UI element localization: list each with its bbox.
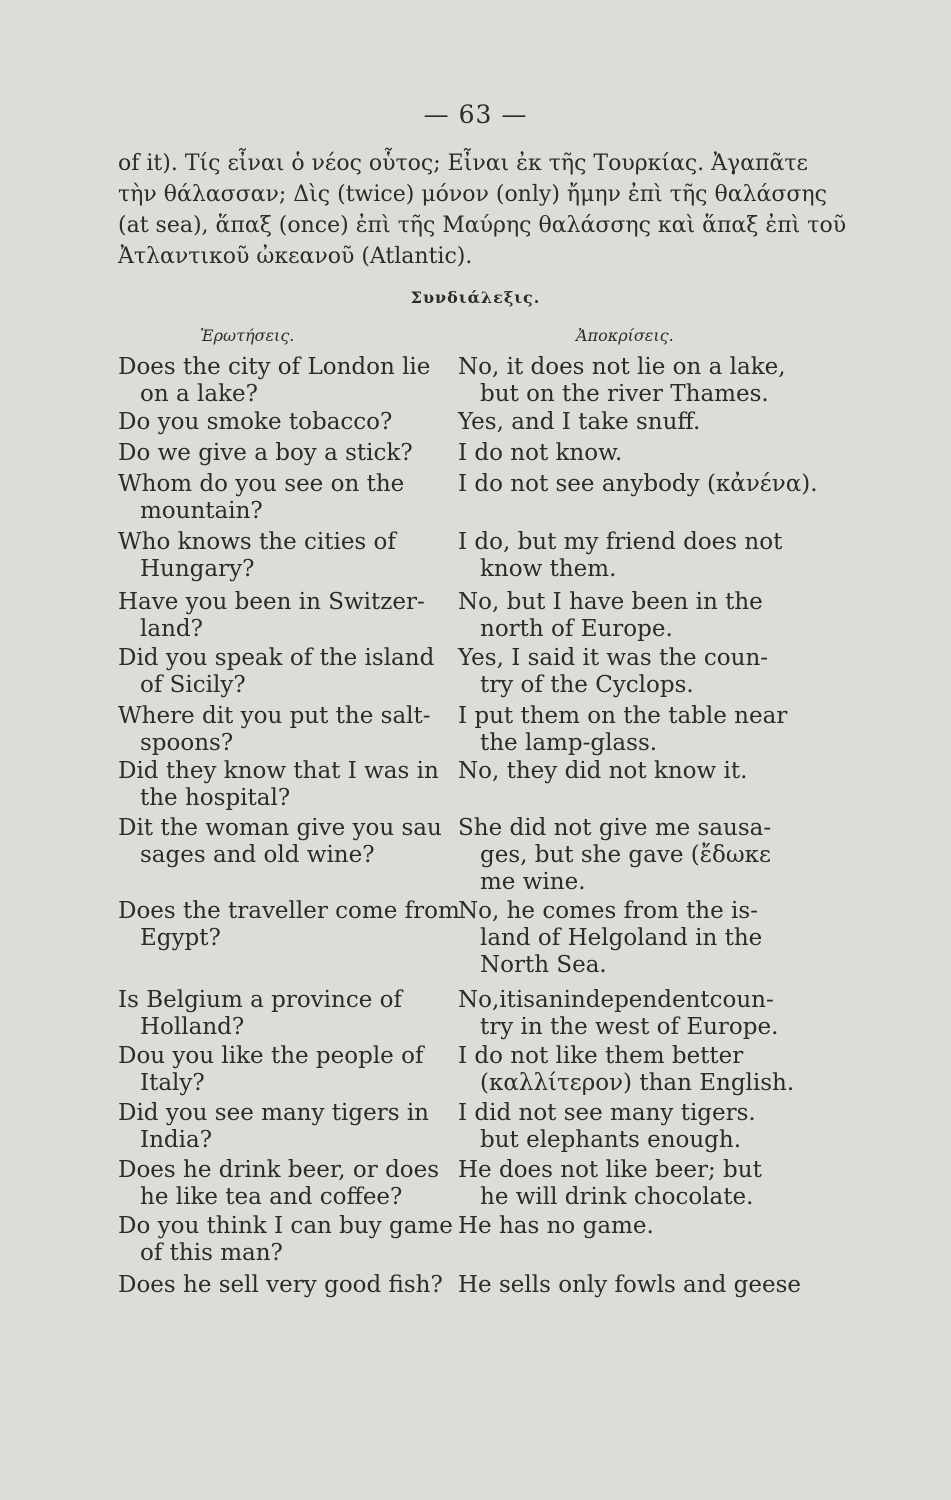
question-line: Dou you like the people of (118, 1043, 424, 1069)
answer-line: I do not like them better (458, 1043, 744, 1069)
answer-line: Yes, I said it was the coun- (458, 645, 769, 671)
answer-line: try of the Cyclops. (480, 672, 694, 698)
answer-line: No, he comes from the is- (458, 898, 758, 924)
question-item (118, 898, 460, 952)
answers-heading: Ἀποκρίσεις. (576, 326, 674, 345)
question-line: mountain? (140, 498, 263, 524)
answer-line: He sells only fowls and geese (458, 1272, 801, 1298)
answer-line: me wine. (480, 869, 586, 895)
question-line: Who knows the cities of (118, 529, 396, 555)
answer-item (458, 1157, 788, 1211)
intro-line: Ἀτλαντικοῦ ὠκεανοῦ (Atlantic). (118, 244, 473, 269)
answer-item (458, 815, 788, 896)
answer-line: No, but I have been in the (458, 589, 763, 615)
question-line: he like tea and coffee? (140, 1184, 403, 1210)
question-line: the hospital? (140, 785, 291, 811)
question-line: sages and old wine? (140, 842, 375, 868)
question-item (118, 758, 448, 812)
question-line: Is Belgium a province of (118, 987, 402, 1013)
question-item (118, 440, 448, 467)
answer-item (458, 987, 788, 1041)
answer-item (458, 409, 788, 436)
answer-line: He has no game. (458, 1213, 654, 1239)
answer-line: try in the west of Europe. (480, 1014, 779, 1040)
answer-line: Yes, and I take snuff. (458, 409, 701, 435)
questions-heading: Ἐρωτήσεις. (200, 326, 295, 345)
answer-line: I do not see anybody (κἀνένα). (458, 471, 818, 497)
answer-line: land of Helgoland in the (480, 925, 763, 951)
answer-line: North Sea. (480, 952, 607, 978)
question-item (118, 589, 448, 643)
question-line: Does the traveller come from (118, 898, 460, 924)
answer-line: She did not give me sausa- (458, 815, 772, 841)
question-line: India? (140, 1127, 213, 1153)
answer-line: (καλλίτερον) than English. (480, 1070, 795, 1096)
question-item (118, 703, 448, 757)
answer-line: I do not know. (458, 440, 623, 466)
intro-paragraph (118, 148, 847, 272)
question-line: Do you think I can buy game (118, 1213, 453, 1239)
question-item (118, 1213, 453, 1267)
section-title: Συνδιάλεξις. (410, 288, 541, 307)
answer-item (458, 1043, 795, 1097)
question-line: Hungary? (140, 556, 255, 582)
question-line: Where dit you put the salt- (118, 703, 431, 729)
question-line: Do you smoke tobacco? (118, 409, 393, 435)
question-item (118, 645, 448, 699)
intro-line: of it). Τίς εἶναι ὁ νέος οὗτος; Εἶναι ἐκ τῆς Τουρκίας. Ἀγαπᾶτε (118, 151, 808, 176)
answer-line: No, they did not know it. (458, 758, 748, 784)
answer-item (458, 529, 788, 583)
question-line: of this man? (140, 1240, 283, 1266)
answer-line: north of Europe. (480, 616, 673, 642)
answer-item (458, 703, 788, 757)
question-line: Does the city of London lie (118, 354, 431, 380)
answer-item (458, 1213, 788, 1240)
answer-line: but elephants enough. (480, 1127, 742, 1153)
question-item (118, 354, 448, 408)
question-line: Does he sell very good fish? (118, 1272, 443, 1298)
question-item (118, 471, 448, 525)
intro-line: τὴν θάλασσαν; Δὶς (twice) μόνον (only) ἤμην ἐπὶ τῆς θαλάσσης (118, 182, 827, 207)
question-line: Italy? (140, 1070, 205, 1096)
question-item (118, 529, 448, 583)
question-line: Have you been in Switzer- (118, 589, 425, 615)
question-item (118, 815, 448, 869)
answer-item (458, 758, 788, 785)
question-item (118, 409, 448, 436)
question-line: Does he drink beer, or does (118, 1157, 440, 1183)
page-number: — 63 — (423, 100, 528, 129)
answer-item (458, 354, 788, 408)
answer-line: I put them on the table near (458, 703, 788, 729)
question-line: Dit the woman give you sau (118, 815, 442, 841)
answer-line: I did not see many tigers. (458, 1100, 756, 1126)
question-item (118, 987, 448, 1041)
question-line: Did you speak of the island (118, 645, 435, 671)
question-line: Holland? (140, 1014, 245, 1040)
question-line: Egypt? (140, 925, 221, 951)
question-item (118, 1043, 448, 1097)
question-line: Did you see many tigers in (118, 1100, 429, 1126)
question-line: land? (140, 616, 203, 642)
answer-item (458, 471, 818, 498)
answer-item (458, 1100, 788, 1154)
answer-line: He does not like beer; but (458, 1157, 762, 1183)
question-line: of Sicily? (140, 672, 246, 698)
answer-line: I do, but my friend does not (458, 529, 783, 555)
answer-line: the lamp-glass. (480, 730, 658, 756)
question-line: spoons? (140, 730, 234, 756)
question-item (118, 1272, 448, 1299)
question-item (118, 1100, 448, 1154)
answer-line: No, it does not lie on a lake, (458, 354, 786, 380)
answer-item (458, 645, 788, 699)
answer-item (458, 440, 788, 467)
intro-line: (at sea), ἅπαξ (once) ἐπὶ τῆς Μαύρης θαλάσσης καὶ ἅπαξ ἐπὶ τοῦ (118, 213, 847, 238)
question-line: Did they know that I was in (118, 758, 439, 784)
answer-line: but on the river Thames. (480, 381, 769, 407)
question-line: Whom do you see on the (118, 471, 405, 497)
answer-line: he will drink chocolate. (480, 1184, 754, 1210)
answer-line: know them. (480, 556, 617, 582)
question-item (118, 1157, 448, 1211)
answer-line: No,itisanindependentcoun- (458, 987, 774, 1013)
answer-item (458, 898, 788, 979)
question-line: Do we give a boy a stick? (118, 440, 413, 466)
answer-line: ges, but she gave (ἔδωκε (480, 842, 771, 868)
answer-item (458, 589, 788, 643)
question-line: on a lake? (140, 381, 258, 407)
answer-item (458, 1272, 801, 1299)
